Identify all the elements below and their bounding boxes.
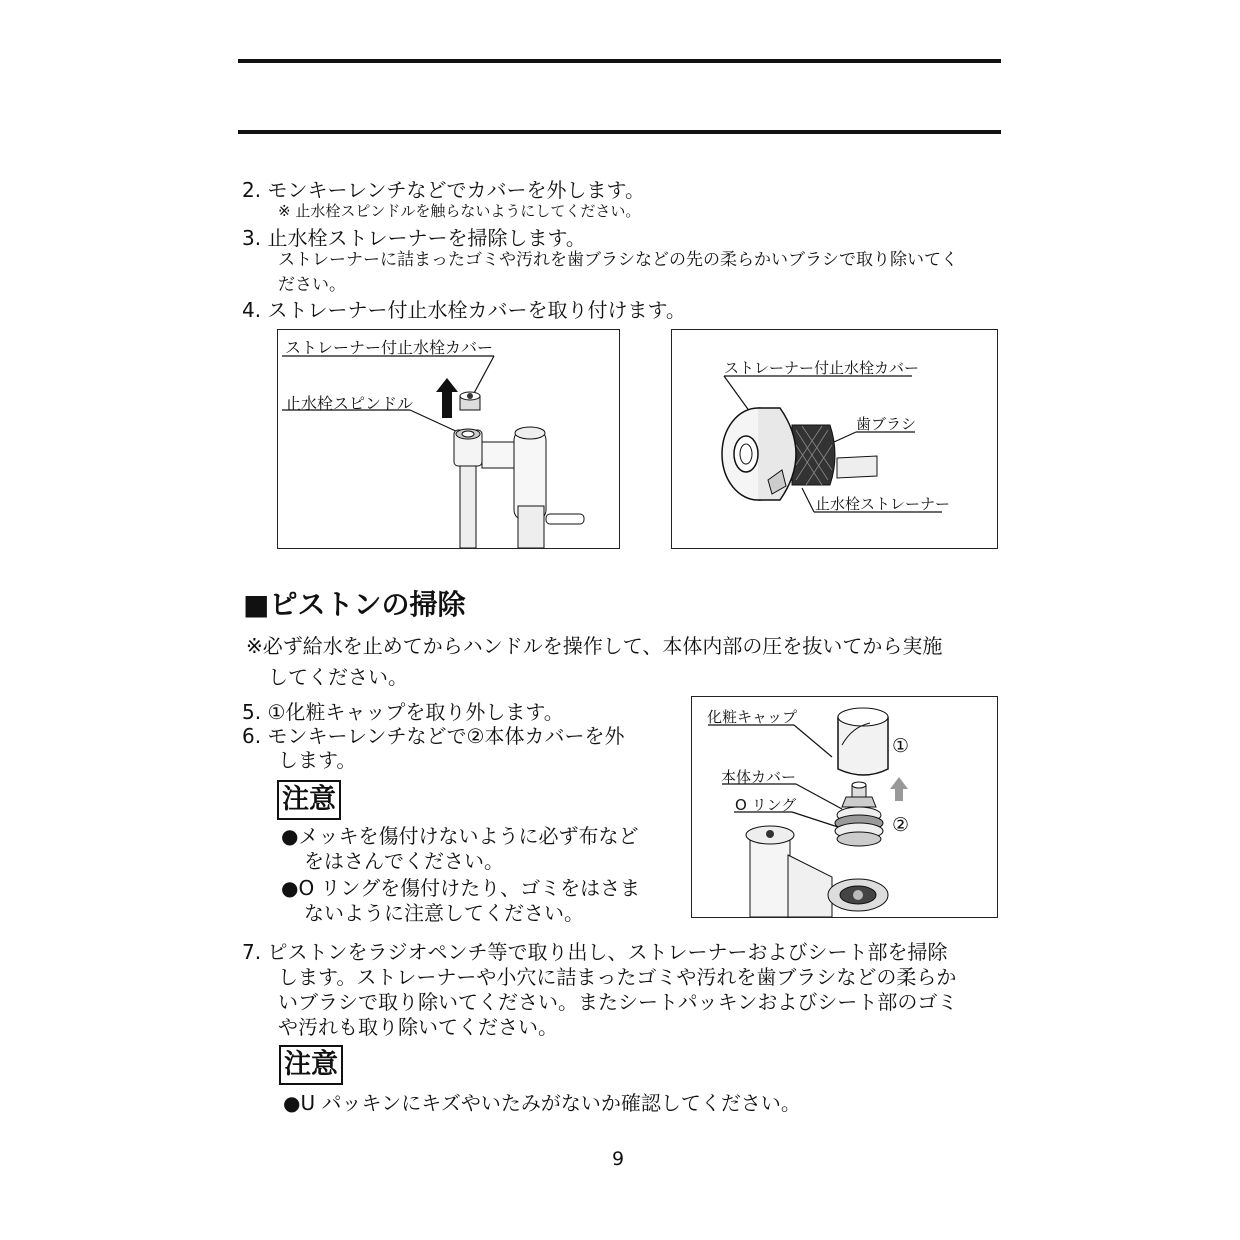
step-3-body-2: ださい。 [278,275,346,295]
step-7-line-4: や汚れも取り除いてください。 [278,1015,558,1039]
fig2-label-strainer: 止水栓ストレーナー [815,495,951,513]
step-7-line-3: いブラシで取り除いてください。またシートパッキンおよびシート部のゴミ [278,990,958,1014]
header-rule-top [238,59,1001,63]
fig3-label-cap: 化粧キャップ [707,708,798,726]
header-rule-bottom [238,130,1001,134]
caution-1-bullet-1b: をはさんでください。 [304,849,504,873]
caution-1-bullet-2a: ●O リングを傷付けたり、ゴミをはさま [281,876,641,900]
step-7-line-1: 7. ピストンをラジオペンチ等で取り出し、ストレーナーおよびシート部を掃除 [242,940,948,964]
fig2-label-brush: 歯ブラシ [856,415,917,433]
section-title: ■ピストンの掃除 [243,588,466,621]
fig3-label-oring: O リング [735,796,797,814]
caution-1-bullet-2b: ないように注意してください。 [304,901,584,925]
caution-label-1: 注意 [277,780,341,820]
step-6-line-1: 6. モンキーレンチなどで②本体カバーを外 [242,724,625,748]
caution-1-bullet-1a: ●メッキを傷付けないように必ず布など [281,824,639,848]
caution-label-2: 注意 [279,1045,343,1085]
step-3-body-1: ストレーナーに詰まったゴミや汚れを歯ブラシなどの先の柔らかいブラシで取り除いてく [278,250,958,270]
step-6-line-2: します。 [278,748,357,772]
page-number: 9 [612,1148,625,1170]
step-4: 4. ストレーナー付止水栓カバーを取り付けます。 [242,298,686,322]
figure-1-frame [277,329,620,549]
step-3: 3. 止水栓ストレーナーを掃除します。 [242,226,586,250]
step-5: 5. ①化粧キャップを取り外します。 [242,700,564,724]
fig3-number-2: ② [892,814,910,836]
step-7-line-2: します。ストレーナーや小穴に詰まったゴミや汚れを歯ブラシなどの柔らか [278,965,957,989]
fig3-number-1: ① [892,735,910,757]
step-2: 2. モンキーレンチなどでカバーを外します。 [242,178,645,202]
fig1-label-spindle: 止水栓スピンドル [285,394,414,413]
section-warning-2: してください。 [268,665,408,689]
section-warning-1: ※必ず給水を止めてからハンドルを操作して、本体内部の圧を抜いてから実施 [246,634,943,658]
figure-1-illustration [278,330,619,548]
caution-2-bullet: ●U パッキンにキズやいたみがないか確認してください。 [283,1091,801,1115]
fig2-label-cover: ストレーナー付止水栓カバー [724,359,920,377]
fig3-label-body-cover: 本体カバー [721,768,797,786]
step-2-note: ※ 止水栓スピンドルを触らないようにしてください。 [278,202,641,220]
fig1-label-cover: ストレーナー付止水栓カバー [285,338,494,357]
